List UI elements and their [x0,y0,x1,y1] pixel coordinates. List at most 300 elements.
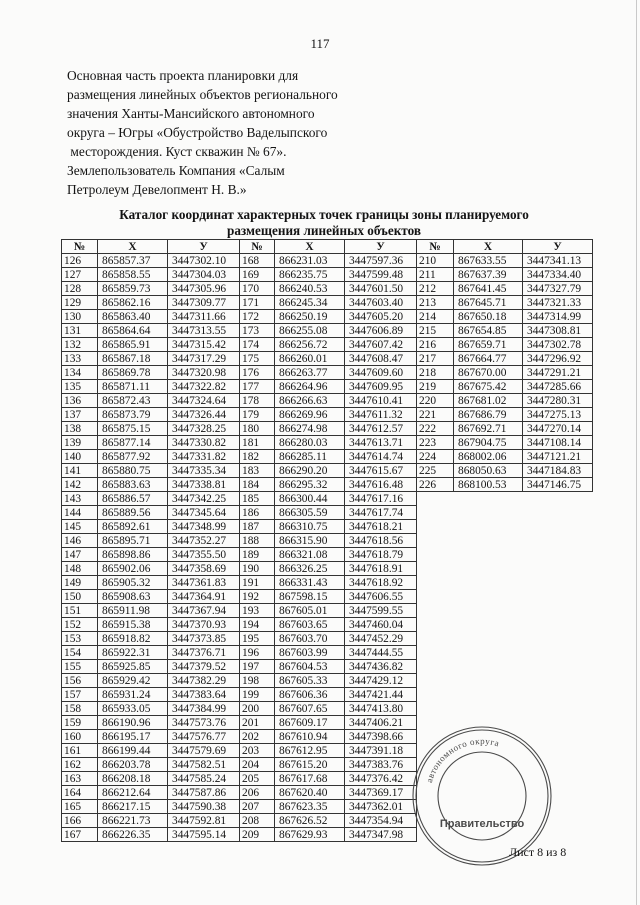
x-coordinate-cell: 867615.20 [275,758,345,772]
x-coordinate-cell: 865864.64 [98,324,168,338]
x-coordinate-cell: 865863.40 [98,310,168,324]
empty-cell [523,548,593,562]
x-coordinate-cell: 867610.94 [275,730,345,744]
point-number-cell: 183 [240,464,275,478]
x-coordinate-cell: 865862.16 [98,296,168,310]
table-row [62,590,593,604]
point-number-cell: 151 [62,604,98,618]
y-coordinate-cell: 3447606.55 [345,590,417,604]
y-coordinate-cell: 3447373.85 [168,632,240,646]
y-coordinate-cell: 3447573.76 [168,716,240,730]
empty-cell [523,674,593,688]
y-coordinate-cell: 3447376.71 [168,646,240,660]
column-header-y: У [345,240,417,254]
y-coordinate-cell: 3447576.77 [168,730,240,744]
point-number-cell: 169 [240,268,275,282]
x-coordinate-cell: 866260.01 [275,352,345,366]
header-line: месторождения. Куст скважин № 67». [67,144,287,159]
y-coordinate-cell: 3447370.93 [168,618,240,632]
x-coordinate-cell: 867605.33 [275,674,345,688]
y-coordinate-cell: 3447614.74 [345,450,417,464]
x-coordinate-cell: 866326.25 [275,562,345,576]
table-row [62,310,593,324]
x-coordinate-cell: 867623.35 [275,800,345,814]
empty-cell [417,604,454,618]
x-coordinate-cell: 865895.71 [98,534,168,548]
x-coordinate-cell: 866212.64 [98,786,168,800]
x-coordinate-cell: 866274.98 [275,422,345,436]
table-row [62,296,593,310]
y-coordinate-cell: 3447367.94 [168,604,240,618]
point-number-cell: 191 [240,576,275,590]
empty-cell [417,492,454,506]
y-coordinate-cell: 3447338.81 [168,478,240,492]
x-coordinate-cell: 868002.06 [454,450,523,464]
y-coordinate-cell: 3447327.79 [523,282,593,296]
y-coordinate-cell: 3447444.55 [345,646,417,660]
empty-cell [417,562,454,576]
header-line: Петролеум Девелопмент Н. В.» [67,182,247,197]
y-coordinate-cell: 3447358.69 [168,562,240,576]
point-number-cell: 168 [240,254,275,268]
x-coordinate-cell: 865908.63 [98,590,168,604]
point-number-cell: 193 [240,604,275,618]
empty-cell [454,590,523,604]
point-number-cell: 225 [417,464,454,478]
table-row [62,408,593,422]
x-coordinate-cell: 865871.11 [98,380,168,394]
x-coordinate-cell: 867904.75 [454,436,523,450]
header-line: округа – Югры «Обустройство Ваделыпского [67,125,328,140]
point-number-cell: 178 [240,394,275,408]
point-number-cell: 222 [417,422,454,436]
empty-cell [523,562,593,576]
point-number-cell: 160 [62,730,98,744]
x-coordinate-cell: 865933.05 [98,702,168,716]
table-row [62,352,593,366]
x-coordinate-cell: 867650.18 [454,310,523,324]
catalog-title [60,207,588,239]
x-coordinate-cell: 867620.40 [275,786,345,800]
header-line: Землепользователь Компания «Салым [67,163,285,178]
x-coordinate-cell: 867605.01 [275,604,345,618]
empty-cell [454,576,523,590]
point-number-cell: 182 [240,450,275,464]
point-number-cell: 143 [62,492,98,506]
x-coordinate-cell: 865880.75 [98,464,168,478]
point-number-cell: 209 [240,828,275,842]
point-number-cell: 157 [62,688,98,702]
table-row [62,562,593,576]
empty-cell [417,702,454,716]
empty-cell [417,660,454,674]
x-coordinate-cell: 866226.35 [98,828,168,842]
y-coordinate-cell: 3447379.52 [168,660,240,674]
y-coordinate-cell: 3447618.91 [345,562,417,576]
empty-cell [523,590,593,604]
y-coordinate-cell: 3447595.14 [168,828,240,842]
x-coordinate-cell: 867609.17 [275,716,345,730]
point-number-cell: 217 [417,352,454,366]
column-header-x: X [98,240,168,254]
y-coordinate-cell: 3447611.32 [345,408,417,422]
y-coordinate-cell: 3447304.03 [168,268,240,282]
x-coordinate-cell: 866250.19 [275,310,345,324]
y-coordinate-cell: 3447617.74 [345,506,417,520]
point-number-cell: 164 [62,786,98,800]
table-row [62,422,593,436]
point-number-cell: 195 [240,632,275,646]
point-number-cell: 224 [417,450,454,464]
y-coordinate-cell: 3447302.78 [523,338,593,352]
x-coordinate-cell: 865877.14 [98,436,168,450]
table-row [62,660,593,674]
column-header-x: X [454,240,523,254]
y-coordinate-cell: 3447582.51 [168,758,240,772]
page-edge-line [636,0,637,905]
table-row [62,268,593,282]
point-number-cell: 162 [62,758,98,772]
y-coordinate-cell: 3447384.99 [168,702,240,716]
table-row [62,674,593,688]
empty-cell [417,646,454,660]
y-coordinate-cell: 3447613.71 [345,436,417,450]
empty-cell [523,660,593,674]
x-coordinate-cell: 867617.68 [275,772,345,786]
y-coordinate-cell: 3447452.29 [345,632,417,646]
header-line: Основная часть проекта планировки для [67,68,299,83]
y-coordinate-cell: 3447601.50 [345,282,417,296]
y-coordinate-cell: 3447184.83 [523,464,593,478]
table-row [62,282,593,296]
point-number-cell: 148 [62,562,98,576]
table-row [62,688,593,702]
y-coordinate-cell: 3447612.57 [345,422,417,436]
x-coordinate-cell: 866295.32 [275,478,345,492]
empty-cell [523,618,593,632]
empty-cell [523,702,593,716]
y-coordinate-cell: 3447609.60 [345,366,417,380]
y-coordinate-cell: 3447275.13 [523,408,593,422]
y-coordinate-cell: 3447355.50 [168,548,240,562]
x-coordinate-cell: 867612.95 [275,744,345,758]
x-coordinate-cell: 865905.32 [98,576,168,590]
x-coordinate-cell: 867637.39 [454,268,523,282]
point-number-cell: 201 [240,716,275,730]
table-row [62,464,593,478]
y-coordinate-cell: 3447618.56 [345,534,417,548]
point-number-cell: 207 [240,800,275,814]
table-row [62,436,593,450]
empty-cell [454,534,523,548]
y-coordinate-cell: 3447617.16 [345,492,417,506]
point-number-cell: 127 [62,268,98,282]
x-coordinate-cell: 865889.56 [98,506,168,520]
empty-cell [454,618,523,632]
x-coordinate-cell: 866315.90 [275,534,345,548]
y-coordinate-cell: 3447599.55 [345,604,417,618]
y-coordinate-cell: 3447376.42 [345,772,417,786]
point-number-cell: 167 [62,828,98,842]
point-number-cell: 177 [240,380,275,394]
table-row [62,548,593,562]
y-coordinate-cell: 3447302.10 [168,254,240,268]
point-number-cell: 198 [240,674,275,688]
empty-cell [454,506,523,520]
catalog-title-line: Каталог координат характерных точек границы зоны планируемого [119,207,529,222]
x-coordinate-cell: 866285.11 [275,450,345,464]
point-number-cell: 220 [417,394,454,408]
x-coordinate-cell: 865877.92 [98,450,168,464]
x-coordinate-cell: 867641.45 [454,282,523,296]
table-row [62,702,593,716]
point-number-cell: 223 [417,436,454,450]
y-coordinate-cell: 3447345.64 [168,506,240,520]
point-number-cell: 204 [240,758,275,772]
x-coordinate-cell: 866280.03 [275,436,345,450]
x-coordinate-cell: 866217.15 [98,800,168,814]
x-coordinate-cell: 865886.57 [98,492,168,506]
point-number-cell: 132 [62,338,98,352]
empty-cell [454,646,523,660]
point-number-cell: 136 [62,394,98,408]
x-coordinate-cell: 867606.36 [275,688,345,702]
y-coordinate-cell: 3447354.94 [345,814,417,828]
x-coordinate-cell: 866305.59 [275,506,345,520]
column-header-number: № [240,240,275,254]
point-number-cell: 212 [417,282,454,296]
x-coordinate-cell: 867607.65 [275,702,345,716]
x-coordinate-cell: 867629.93 [275,828,345,842]
empty-cell [417,520,454,534]
table-row [62,506,593,520]
catalog-title-line: размещения линейных объектов [226,223,421,238]
point-number-cell: 203 [240,744,275,758]
point-number-cell: 133 [62,352,98,366]
point-number-cell: 153 [62,632,98,646]
point-number-cell: 165 [62,800,98,814]
column-header-number: № [62,240,98,254]
y-coordinate-cell: 3447618.92 [345,576,417,590]
empty-cell [523,604,593,618]
y-coordinate-cell: 3447326.44 [168,408,240,422]
y-coordinate-cell: 3447315.42 [168,338,240,352]
x-coordinate-cell: 865857.37 [98,254,168,268]
point-number-cell: 152 [62,618,98,632]
point-number-cell: 184 [240,478,275,492]
y-coordinate-cell: 3447314.99 [523,310,593,324]
document-header [67,66,397,199]
point-number-cell: 137 [62,408,98,422]
y-coordinate-cell: 3447460.04 [345,618,417,632]
point-number-cell: 130 [62,310,98,324]
point-number-cell: 142 [62,478,98,492]
seal-ring-text: автономного округа [423,735,501,784]
y-coordinate-cell: 3447391.18 [345,744,417,758]
x-coordinate-cell: 868100.53 [454,478,523,492]
x-coordinate-cell: 866208.18 [98,772,168,786]
table-row [62,380,593,394]
table-row [62,492,593,506]
x-coordinate-cell: 865873.79 [98,408,168,422]
point-number-cell: 138 [62,422,98,436]
table-row [62,576,593,590]
point-number-cell: 226 [417,478,454,492]
point-number-cell: 218 [417,366,454,380]
table-row [62,478,593,492]
y-coordinate-cell: 3447362.01 [345,800,417,814]
x-coordinate-cell: 865918.82 [98,632,168,646]
y-coordinate-cell: 3447309.77 [168,296,240,310]
x-coordinate-cell: 867664.77 [454,352,523,366]
empty-cell [454,688,523,702]
x-coordinate-cell: 865898.86 [98,548,168,562]
y-coordinate-cell: 3447321.33 [523,296,593,310]
y-coordinate-cell: 3447331.82 [168,450,240,464]
x-coordinate-cell: 867686.79 [454,408,523,422]
x-coordinate-cell: 867654.85 [454,324,523,338]
point-number-cell: 163 [62,772,98,786]
point-number-cell: 190 [240,562,275,576]
y-coordinate-cell: 3447603.40 [345,296,417,310]
table-row [62,604,593,618]
x-coordinate-cell: 866255.08 [275,324,345,338]
y-coordinate-cell: 3447324.64 [168,394,240,408]
y-coordinate-cell: 3447335.34 [168,464,240,478]
x-coordinate-cell: 867692.71 [454,422,523,436]
x-coordinate-cell: 866263.77 [275,366,345,380]
y-coordinate-cell: 3447364.91 [168,590,240,604]
x-coordinate-cell: 865867.18 [98,352,168,366]
point-number-cell: 155 [62,660,98,674]
x-coordinate-cell: 865858.55 [98,268,168,282]
point-number-cell: 181 [240,436,275,450]
header-line: значения Ханты-Мансийского автономного [67,106,315,121]
point-number-cell: 145 [62,520,98,534]
point-number-cell: 161 [62,744,98,758]
x-coordinate-cell: 866321.08 [275,548,345,562]
y-coordinate-cell: 3447146.75 [523,478,593,492]
y-coordinate-cell: 3447280.31 [523,394,593,408]
point-number-cell: 158 [62,702,98,716]
point-number-cell: 139 [62,436,98,450]
y-coordinate-cell: 3447608.47 [345,352,417,366]
y-coordinate-cell: 3447382.29 [168,674,240,688]
column-header-y: У [168,240,240,254]
empty-cell [523,646,593,660]
y-coordinate-cell: 3447322.82 [168,380,240,394]
y-coordinate-cell: 3447305.96 [168,282,240,296]
point-number-cell: 128 [62,282,98,296]
empty-cell [417,506,454,520]
point-number-cell: 208 [240,814,275,828]
table-header-row [62,240,593,254]
y-coordinate-cell: 3447587.86 [168,786,240,800]
x-coordinate-cell: 867670.00 [454,366,523,380]
y-coordinate-cell: 3447579.69 [168,744,240,758]
table-row [62,254,593,268]
column-header-y: У [523,240,593,254]
empty-cell [417,674,454,688]
x-coordinate-cell: 865859.73 [98,282,168,296]
y-coordinate-cell: 3447296.92 [523,352,593,366]
point-number-cell: 192 [240,590,275,604]
x-coordinate-cell: 866256.72 [275,338,345,352]
point-number-cell: 179 [240,408,275,422]
point-number-cell: 126 [62,254,98,268]
table-row [62,394,593,408]
y-coordinate-cell: 3447398.66 [345,730,417,744]
x-coordinate-cell: 867603.70 [275,632,345,646]
y-coordinate-cell: 3447270.14 [523,422,593,436]
point-number-cell: 149 [62,576,98,590]
point-number-cell: 202 [240,730,275,744]
y-coordinate-cell: 3447361.83 [168,576,240,590]
point-number-cell: 200 [240,702,275,716]
table-row [62,618,593,632]
y-coordinate-cell: 3447348.99 [168,520,240,534]
x-coordinate-cell: 865922.31 [98,646,168,660]
point-number-cell: 205 [240,772,275,786]
x-coordinate-cell: 865902.06 [98,562,168,576]
point-number-cell: 144 [62,506,98,520]
empty-cell [417,618,454,632]
point-number-cell: 129 [62,296,98,310]
y-coordinate-cell: 3447429.12 [345,674,417,688]
y-coordinate-cell: 3447607.42 [345,338,417,352]
point-number-cell: 134 [62,366,98,380]
point-number-cell: 174 [240,338,275,352]
point-number-cell: 173 [240,324,275,338]
point-number-cell: 172 [240,310,275,324]
y-coordinate-cell: 3447352.27 [168,534,240,548]
empty-cell [523,632,593,646]
x-coordinate-cell: 865875.15 [98,422,168,436]
y-coordinate-cell: 3447308.81 [523,324,593,338]
y-coordinate-cell: 3447285.66 [523,380,593,394]
point-number-cell: 154 [62,646,98,660]
x-coordinate-cell: 867598.15 [275,590,345,604]
y-coordinate-cell: 3447616.48 [345,478,417,492]
x-coordinate-cell: 865883.63 [98,478,168,492]
empty-cell [454,702,523,716]
point-number-cell: 176 [240,366,275,380]
table-row [62,324,593,338]
x-coordinate-cell: 866231.03 [275,254,345,268]
column-header-x: X [275,240,345,254]
seal-center-text: Правительство [439,818,525,830]
x-coordinate-cell: 867681.02 [454,394,523,408]
x-coordinate-cell: 866235.75 [275,268,345,282]
point-number-cell: 206 [240,786,275,800]
x-coordinate-cell: 866221.73 [98,814,168,828]
x-coordinate-cell: 865911.98 [98,604,168,618]
y-coordinate-cell: 3447108.14 [523,436,593,450]
x-coordinate-cell: 866290.20 [275,464,345,478]
x-coordinate-cell: 866269.96 [275,408,345,422]
x-coordinate-cell: 867659.71 [454,338,523,352]
empty-cell [454,604,523,618]
empty-cell [454,632,523,646]
empty-cell [523,576,593,590]
point-number-cell: 215 [417,324,454,338]
table-row [62,646,593,660]
table-row [62,366,593,380]
x-coordinate-cell: 866199.44 [98,744,168,758]
y-coordinate-cell: 3447334.40 [523,268,593,282]
point-number-cell: 185 [240,492,275,506]
x-coordinate-cell: 867626.52 [275,814,345,828]
